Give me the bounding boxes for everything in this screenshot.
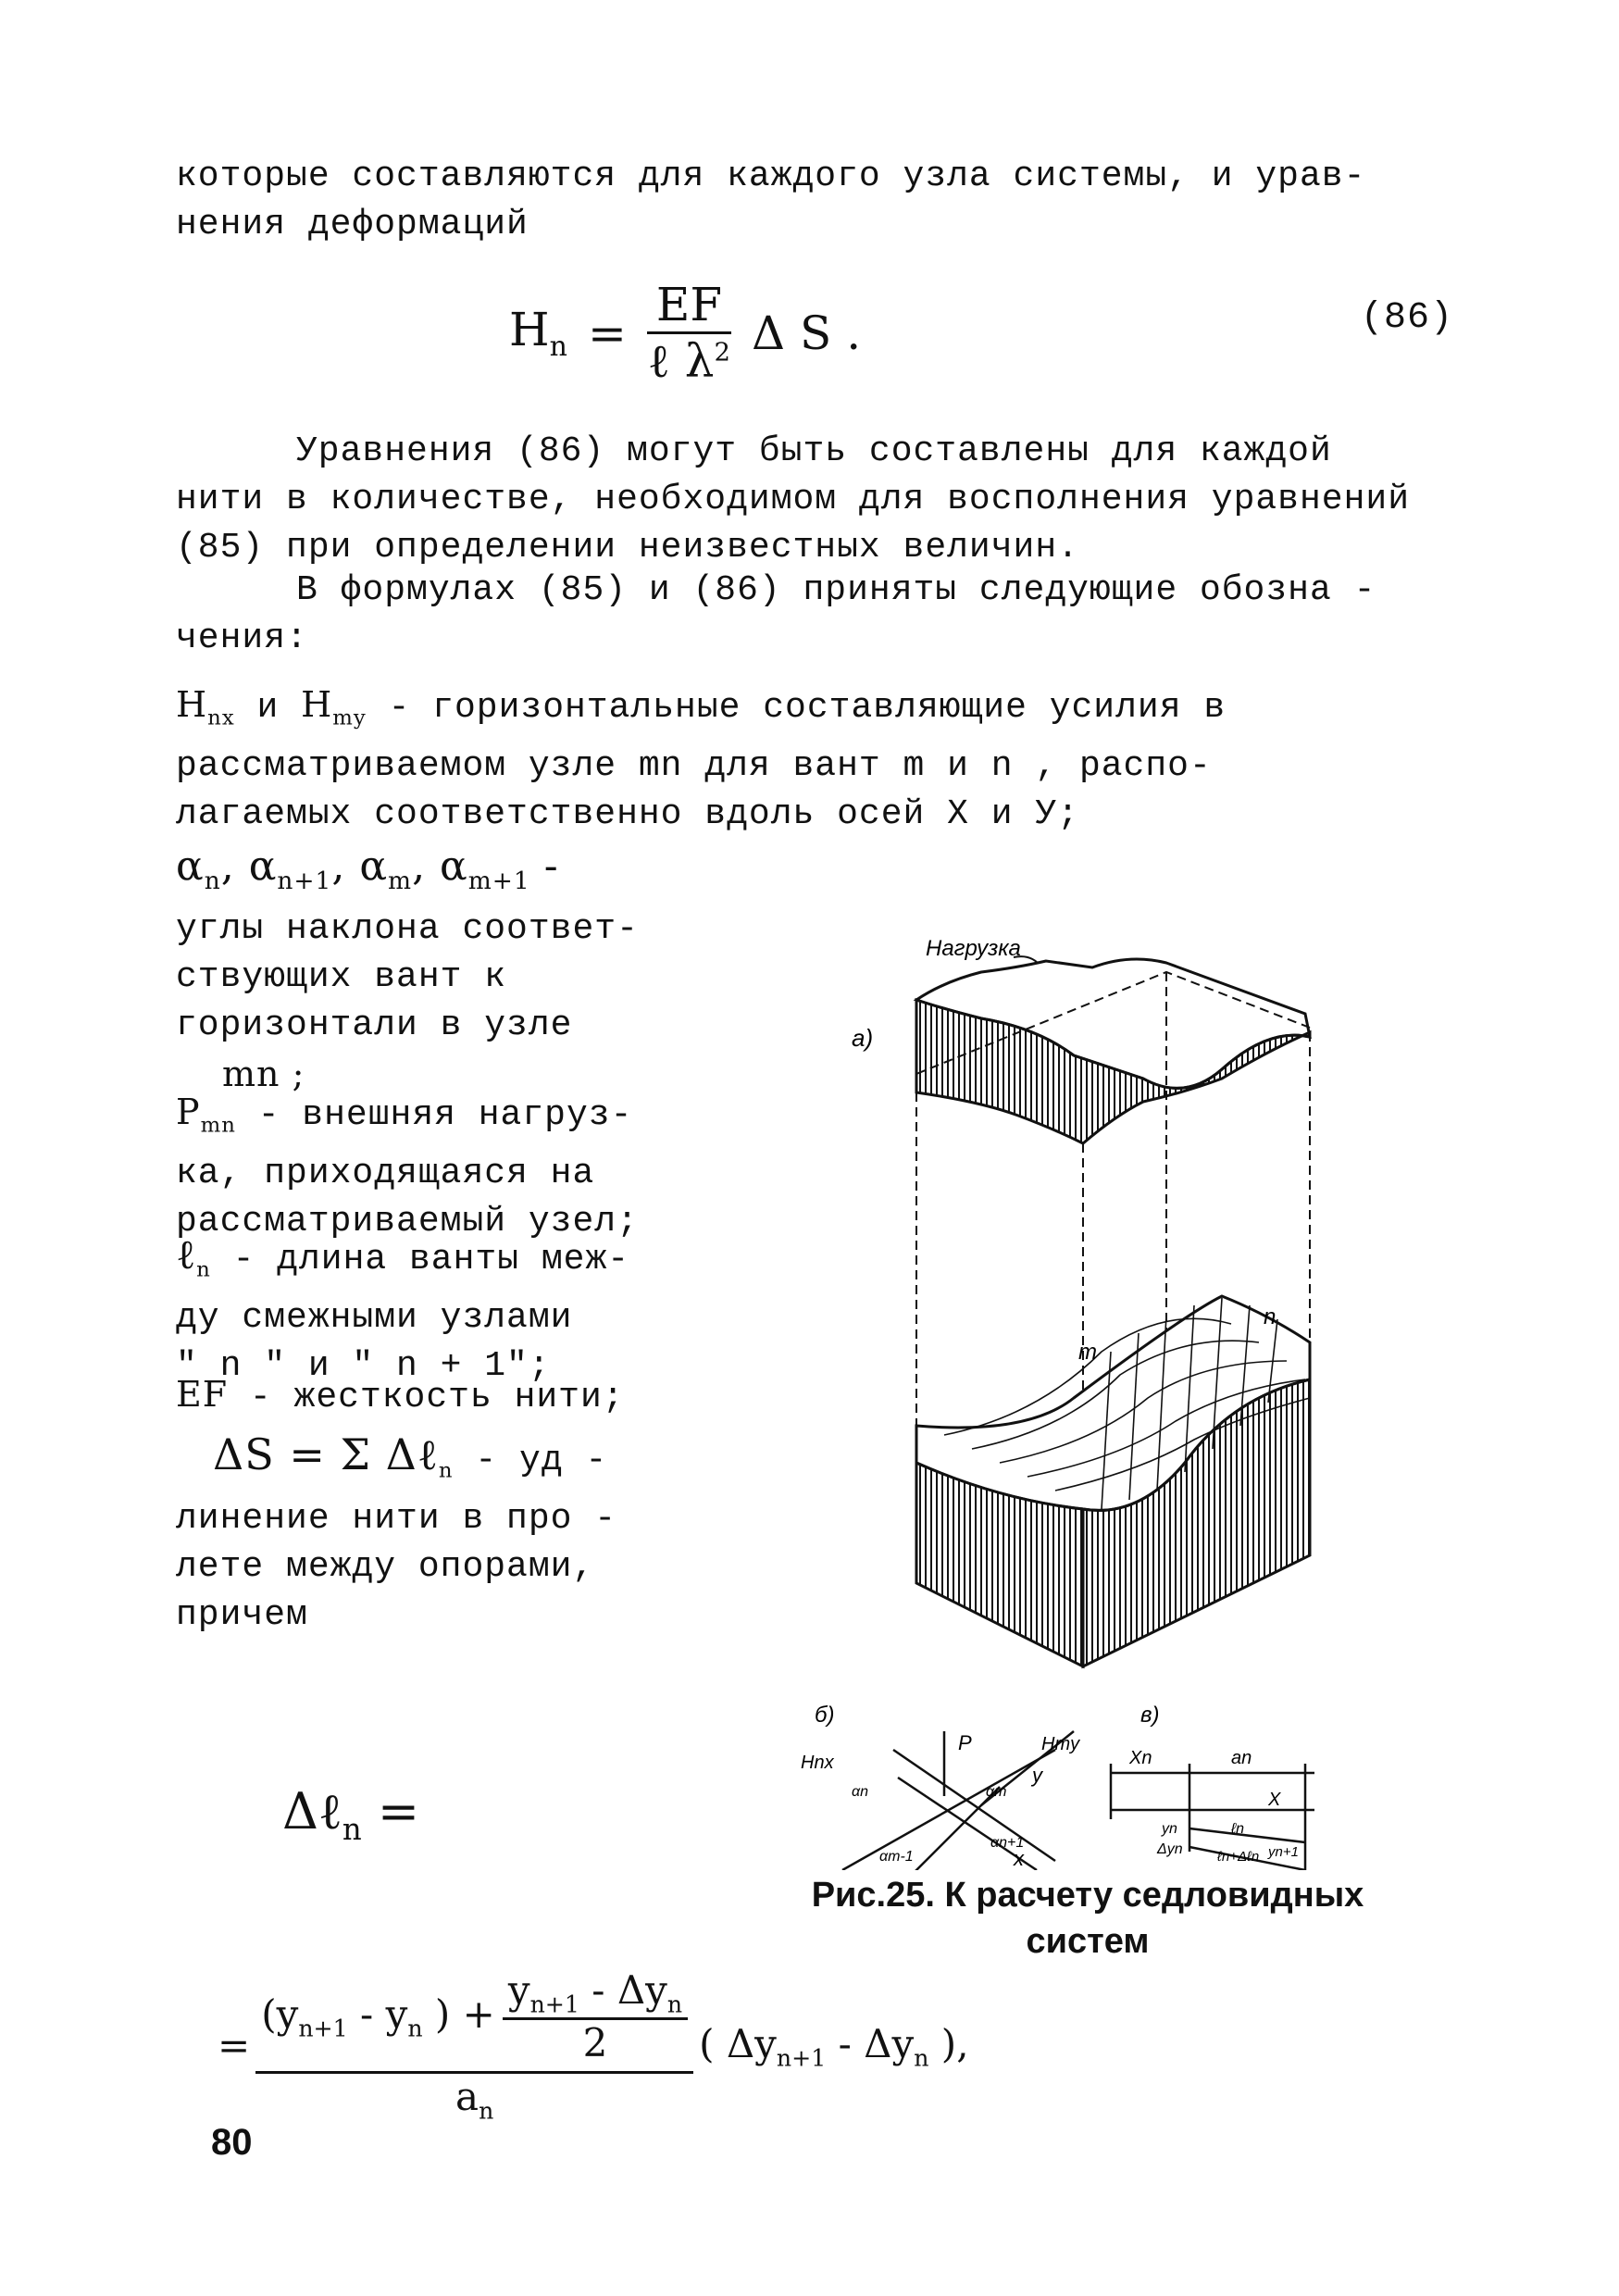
- text-line: рассматриваемом узле mn для вант m и n , распо-: [176, 745, 1212, 786]
- text-line: ствующих вант к: [176, 956, 507, 997]
- label-yn: yn: [1162, 1821, 1177, 1837]
- page-number: 80: [211, 2122, 253, 2163]
- text-line: ΔS = Σ Δℓ$_n$ - уд -: [213, 1429, 608, 1483]
- label-hmy: Hmy: [1041, 1734, 1080, 1754]
- label-x: x: [1014, 1847, 1024, 1870]
- main-denominator: $a_n$: [455, 2074, 494, 2125]
- caption-line: Рис.25. К расчету седловидных: [811, 1876, 1364, 1915]
- inner-numerator: $y_{n+1} - \Delta y_n$: [503, 1967, 688, 2020]
- equation-87-lhs: Δℓ$_n$ =: [282, 1782, 420, 1847]
- eq-tail: Δ S .: [752, 306, 862, 360]
- text-line: лете между опорами,: [176, 1546, 595, 1587]
- label-am: αm: [986, 1784, 1007, 1800]
- text-line: причем: [176, 1594, 308, 1635]
- definition-p: [176, 1088, 639, 1246]
- text-line: которые составляются для каждого узла системы, и урав-: [176, 156, 1366, 196]
- label-an: αn: [852, 1784, 869, 1800]
- text-line: линение нити в про -: [176, 1498, 617, 1539]
- fraction-denominator: ℓ $\lambda^2$: [647, 334, 730, 388]
- eq-equals: =: [587, 306, 627, 360]
- fraction-numerator: EF: [647, 278, 731, 334]
- text-line: (85) при определении неизвестных величин.: [176, 528, 1079, 568]
- eq-fraction: [647, 278, 731, 388]
- paragraph-notation: [176, 567, 1376, 663]
- text-line: $P_{mn}$ - внешняя нагруз-: [176, 1092, 633, 1138]
- text-line: нения деформаций: [176, 205, 529, 244]
- text-line: В формулах (85) и (86) приняты следующие обозна -: [296, 570, 1376, 610]
- text-line: ду смежными узлами: [176, 1297, 573, 1338]
- rhs-equals: =: [218, 2023, 251, 2069]
- label-yn1: yn+1: [1268, 1844, 1299, 1860]
- figure-25: [796, 917, 1314, 1870]
- label-axis-x: X: [1268, 1790, 1281, 1810]
- inner-fraction: [503, 1967, 688, 2065]
- label-hnx: Hnx: [801, 1753, 834, 1773]
- text-line: ка, приходящаяся на: [176, 1153, 595, 1193]
- label-a: а): [852, 1024, 874, 1052]
- paragraph-intro: [176, 153, 1365, 249]
- label-lnd: ℓn+Δℓn: [1217, 1849, 1260, 1865]
- paragraph-equations: [176, 428, 1410, 572]
- definition-h: [176, 680, 1226, 839]
- definition-ef: EF - жесткость нити;: [176, 1374, 625, 1417]
- definition-ds: [176, 1430, 616, 1640]
- factor: ( $\Delta y_{n+1} - \Delta y_n$ ),: [699, 2020, 969, 2072]
- label-xn: Xn: [1129, 1748, 1152, 1768]
- text-line: ℓ$_n$ - длина ванты меж-: [176, 1231, 630, 1282]
- figure-caption: [750, 1872, 1426, 1965]
- text-line: чения:: [176, 618, 308, 658]
- text-line: $H_{nx}$ и $H_{my}$ - горизонтальные составляющие усилия в: [176, 684, 1227, 730]
- label-ln: ℓn: [1231, 1821, 1245, 1837]
- label-a-n: an: [1231, 1748, 1252, 1768]
- label-dyn: Δyn: [1157, 1841, 1183, 1857]
- text-line: лагаемых соответственно вдоль осей X и У;: [176, 793, 1079, 834]
- text-line: " n " и " n + 1";: [176, 1345, 551, 1386]
- label-b: б): [815, 1703, 835, 1728]
- definition-alpha: [176, 842, 639, 1098]
- label-load: Нагрузка: [926, 936, 1021, 961]
- eq-lhs: $H_n$: [509, 303, 567, 363]
- main-numerator: ($y_{n+1} - y_n$ ) + $\frac{y_{n+1} - \Delta y_n}{2}$: [255, 1967, 693, 2074]
- equation-87-rhs: [218, 1967, 969, 2125]
- label-an1: αn+1: [990, 1835, 1025, 1851]
- text-line: горизонтали в узле: [176, 1004, 573, 1045]
- definition-l: [176, 1231, 629, 1391]
- label-m: m: [1078, 1340, 1097, 1365]
- label-p: P: [958, 1731, 972, 1754]
- caption-line: систем: [1026, 1922, 1150, 1961]
- label-am1: αm-1: [879, 1849, 914, 1865]
- text-line: Уравнения (86) могут быть составлены для каждой: [296, 431, 1332, 471]
- alpha-symbols: $\alpha_n$, $\alpha_{n+1}$, $\alpha_m$, $\alpha_{m+1}$ -: [176, 842, 559, 895]
- label-v: в): [1140, 1703, 1160, 1728]
- equation-86: [509, 278, 861, 388]
- label-n: n: [1264, 1304, 1277, 1329]
- inner-denominator: 2: [582, 2020, 608, 2066]
- text-line: mn ;: [222, 1053, 305, 1094]
- text-line: нити в количестве, необходимом для восполнения уравнений: [176, 480, 1411, 519]
- main-fraction: [255, 1967, 693, 2125]
- text-line: углы наклона соответ-: [176, 908, 639, 949]
- equation-number: (86): [1361, 297, 1454, 339]
- label-y: y: [1032, 1764, 1042, 1787]
- text-line: рассматриваемый узел;: [176, 1201, 639, 1242]
